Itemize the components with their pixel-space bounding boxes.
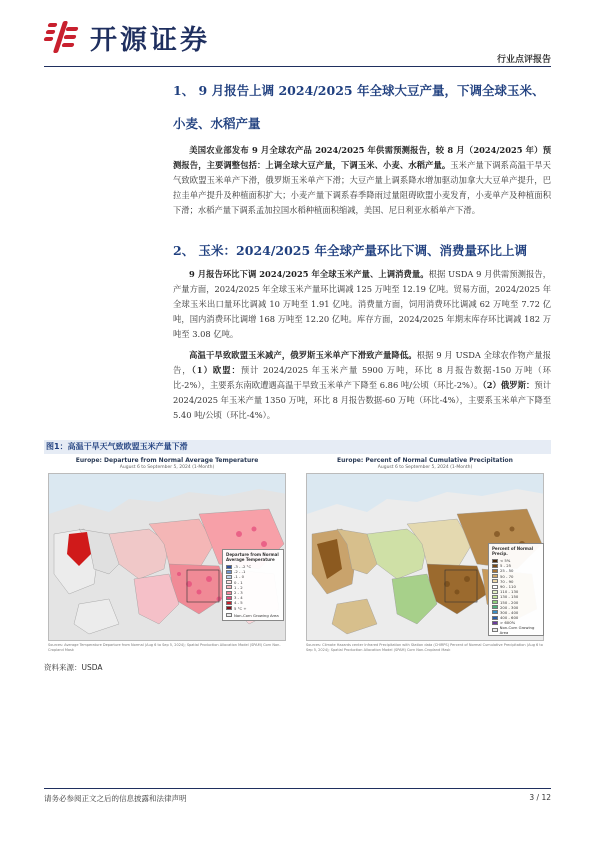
figure-source-note: 资料来源：USDA (44, 663, 103, 672)
precipitation-map-panel (302, 457, 548, 657)
legend-item: 0 - 1 (226, 580, 280, 585)
legend-item: 130 - 150 (492, 594, 540, 599)
precipitation-map-source: Sources: Climate Hazards center Infrared Precipitation with Station data (CHIRPS) Percent of Normal Cumulative Precipitation (Aug 6 to Sep 5, 2024); Spatial Production Allocation Model (SPAM) Corn Non-Cropland Mask (306, 643, 543, 652)
legend-item: 25 - 50 (492, 568, 540, 573)
legend-item: 1 - 2 (226, 585, 280, 590)
section-1-lead: 美国农业部发布 9 月全球农产品 2024/2025 年供需预测报告，较 8 月（2024/2025 年）预测报告，主要调整包括：上调全球大豆产量，下调玉米、小麦、水稻产量。 (173, 145, 551, 170)
precipitation-map-subtitle: August 6 to September 5, 2024 (1-Month) (377, 465, 473, 470)
legend-item: 110 - 130 (492, 589, 540, 594)
legend-item: 150 - 200 (492, 600, 540, 605)
legend-item: < 5% (492, 558, 540, 563)
legend-item: -2 - -1 (226, 569, 280, 574)
section-2-body-2b: 预计 2024/2025 年玉米产量 5900 万吨，环比 8 月报告数据-150 万吨（环比-2%），主要系东南欧遭遇高温干旱致玉米单产下降至 6.86 吨/公顷（环比-2%）。 (173, 365, 551, 390)
brand-logo-icon (44, 19, 84, 57)
page-number: 3 / 12 (529, 793, 551, 802)
legend-item: 300 - 400 (492, 610, 540, 615)
legend-item: 50 - 70 (492, 574, 540, 579)
section-2 (173, 234, 551, 423)
legend-item: Non-Corn Growing Area (226, 613, 280, 618)
legend-item: 3 - 4 (226, 595, 280, 600)
section-2-lead-2: 高温干旱致欧盟玉米减产，俄罗斯玉米单产下滑致产量降低。 (189, 350, 417, 360)
legend-item: Non-Corn Growing Area (492, 627, 540, 632)
temperature-map-subtitle: August 6 to September 5, 2024 (1-Month) (119, 465, 215, 470)
temperature-map-legend (222, 549, 284, 621)
legend-item: 5 - 25 (492, 563, 540, 568)
legend-item: > 600% (492, 620, 540, 625)
section-2-body-1: 根据 USDA 9 月供需预测报告，产量方面，2024/2025 年全球玉米产量环比调减 125 万吨至 12.19 亿吨。贸易方面，2024/2025 年全球玉米出口量环比调减 10 万吨至 1.91 亿吨。消费量方面，饲用消费环比调减 62 万吨至 7.72 亿吨，国内消费环比调增 168 万吨至 12.20 亿吨。库存方面，2024/2025 年期末库存环比调减 182 万吨至 3.08 亿吨。 (173, 269, 551, 339)
legend-item: 90 - 110 (492, 584, 540, 589)
temperature-map-title: Europe: Departure from Normal Average Temperature (75, 457, 259, 464)
legend-item: 5 °C + (226, 606, 280, 611)
section-1-paragraph (173, 143, 551, 218)
section-1-body: 玉米产量下调系高温干旱天气致欧盟玉米单产下滑，俄罗斯玉米单产下滑；大豆产量上调系降水增加驱动加拿大大豆单产提升，巴拉圭单产提升及种植面积扩大；小麦产量下调系春季降雨过量阻碍欧盟小麦发育，小麦单产及种植面积下滑；水稻产量下调系孟加拉国水稻种植面积缩减，美国、尼日利亚水稻单产下滑。 (173, 160, 551, 215)
footer-divider (44, 788, 551, 789)
legend-item: -1 - 0 (226, 574, 280, 579)
section-2-label-eu: （1）欧盟： (191, 365, 241, 375)
legend-item: -3 - -2 °C (226, 564, 280, 569)
legend-item: 2 - 3 (226, 590, 280, 595)
page-header (0, 0, 595, 65)
section-2-lead-1: 9 月报告环比下调 2024/2025 年全球玉米产量、上调消费量。 (189, 269, 429, 279)
section-1-heading-line1: 1、 9 月报告上调 2024/2025 年全球大豆产量，下调全球玉米、 (173, 83, 545, 98)
section-2-paragraph-2 (173, 348, 551, 423)
figure-maps (44, 455, 551, 660)
footer-disclaimer: 请务必参阅正文之后的信息披露和法律声明 (44, 794, 187, 803)
brand-logo (44, 18, 210, 57)
precipitation-map-title: Europe: Percent of Normal Cumulative Precipitation (337, 457, 513, 464)
section-1 (173, 74, 551, 218)
temperature-map-panel (44, 457, 290, 657)
report-type-label: 行业点评报告 (496, 55, 551, 65)
temperature-map-source: Sources: Average Temperature Departure from Normal (Aug 6 to Sep 5, 2024); Spatial Production Allocation Model (SPAM) Corn Non-Cropland Mask (48, 643, 281, 652)
section-2-body-2a: 根据 9 月 USDA 全球农作物产量报告， (173, 350, 551, 375)
legend-item: 70 - 90 (492, 579, 540, 584)
section-2-heading: 2、 玉米：2024/2025 年全球产量环比下调、消费量环比上调 (173, 243, 528, 258)
section-2-body-2c: 预计 2024/2025 年玉米产量 1350 万吨，环比 8 月报告数据-60 万吨（环比-4%），主要系玉米单产下降至 5.40 吨/公顷（环比-4%）。 (173, 380, 551, 420)
precipitation-map-legend (488, 543, 544, 636)
brand-name: 开源证券 (90, 25, 210, 56)
temperature-legend-title: Departure from Normal Average Temperature (226, 552, 279, 562)
header-divider (44, 66, 551, 67)
section-2-paragraph-1 (173, 267, 551, 342)
precipitation-legend-title: Percent of Normal Precip. (492, 546, 534, 556)
legend-item: 4 - 5 (226, 600, 280, 605)
section-1-heading-line2: 小麦、水稻产量 (173, 116, 261, 131)
figure-caption: 图1：高温干旱天气致欧盟玉米产量下滑 (44, 440, 551, 454)
legend-item: 200 - 300 (492, 605, 540, 610)
section-2-label-russia: （2）俄罗斯： (482, 380, 535, 390)
legend-item: 400 - 600 (492, 615, 540, 620)
section-1-heading (173, 74, 551, 140)
